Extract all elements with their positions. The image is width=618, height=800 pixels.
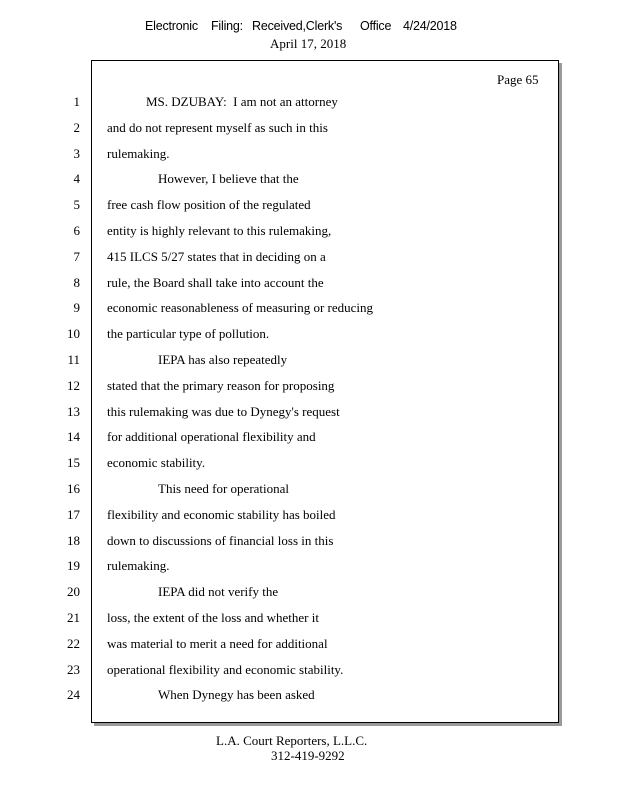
- line-text: However, I believe that the: [158, 171, 299, 186]
- line-number: 22: [67, 636, 80, 651]
- line-text: IEPA did not verify the: [158, 584, 279, 599]
- line-text: was material to merit a need for additional: [107, 636, 328, 651]
- line-text: When Dynegy has been asked: [158, 687, 315, 702]
- stamp-word-filing: Filing:: [211, 19, 243, 33]
- line-number: 5: [73, 197, 80, 212]
- line-number: 23: [67, 662, 80, 677]
- line-text: free cash flow position of the regulated: [107, 197, 311, 212]
- court-reporter-name: L.A. Court Reporters, L.L.C.: [216, 733, 368, 748]
- line-text: economic stability.: [107, 455, 206, 470]
- line-text: IEPA has also repeatedly: [158, 352, 288, 367]
- line-number: 3: [73, 146, 80, 161]
- line-text: rulemaking.: [107, 558, 170, 573]
- line-text: rule, the Board shall take into account the: [107, 275, 324, 290]
- line-text: flexibility and economic stability has boiled: [107, 507, 336, 522]
- line-number: 19: [67, 558, 80, 573]
- line-text: stated that the primary reason for proposing: [107, 378, 335, 393]
- line-number: 9: [73, 300, 80, 315]
- page-number: Page 65: [497, 72, 539, 87]
- line-number: 17: [67, 507, 80, 522]
- line-number: 1: [73, 94, 80, 109]
- line-text: economic reasonableness of measuring or reducing: [107, 300, 374, 315]
- line-text: and do not represent myself as such in this: [107, 120, 328, 135]
- line-text: the particular type of pollution.: [107, 326, 270, 341]
- line-text: down to discussions of financial loss in this: [107, 533, 334, 548]
- court-reporter-phone: 312-419-9292: [271, 748, 345, 763]
- line-text: for additional operational flexibility and: [107, 429, 316, 444]
- line-text: operational flexibility and economic stability.: [107, 662, 344, 677]
- line-number: 12: [67, 378, 80, 393]
- line-number: 21: [67, 610, 80, 625]
- line-number: 16: [67, 481, 80, 496]
- line-text: This need for operational: [158, 481, 290, 496]
- line-text: rulemaking.: [107, 146, 170, 161]
- line-number: 15: [67, 455, 80, 470]
- line-number: 24: [67, 687, 80, 702]
- line-number: 6: [73, 223, 80, 238]
- line-number: 10: [67, 326, 80, 341]
- line-number: 7: [73, 249, 80, 264]
- line-text: entity is highly relevant to this rulemaking,: [107, 223, 332, 238]
- stamp-date: 4/24/2018: [403, 19, 457, 33]
- line-text: loss, the extent of the loss and whether it: [107, 610, 319, 625]
- line-text: 415 ILCS 5/27 states that in deciding on a: [107, 249, 326, 264]
- line-number: 14: [67, 429, 80, 444]
- line-number: 8: [73, 275, 80, 290]
- stamp-word-received: Received,Clerk's: [252, 19, 343, 33]
- hearing-date: April 17, 2018: [270, 36, 347, 51]
- stamp-word-electronic: Electronic: [145, 19, 198, 33]
- line-number: 18: [67, 533, 80, 548]
- line-number: 13: [67, 404, 80, 419]
- stamp-word-office: Office: [360, 19, 392, 33]
- line-text: MS. DZUBAY: I am not an attorney: [146, 94, 338, 109]
- line-number: 11: [67, 352, 80, 367]
- line-text: this rulemaking was due to Dynegy's request: [107, 404, 340, 419]
- electronic-filing-stamp: [0, 19, 618, 37]
- line-number: 4: [73, 171, 80, 186]
- line-number: 20: [67, 584, 80, 599]
- line-number: 2: [73, 120, 80, 135]
